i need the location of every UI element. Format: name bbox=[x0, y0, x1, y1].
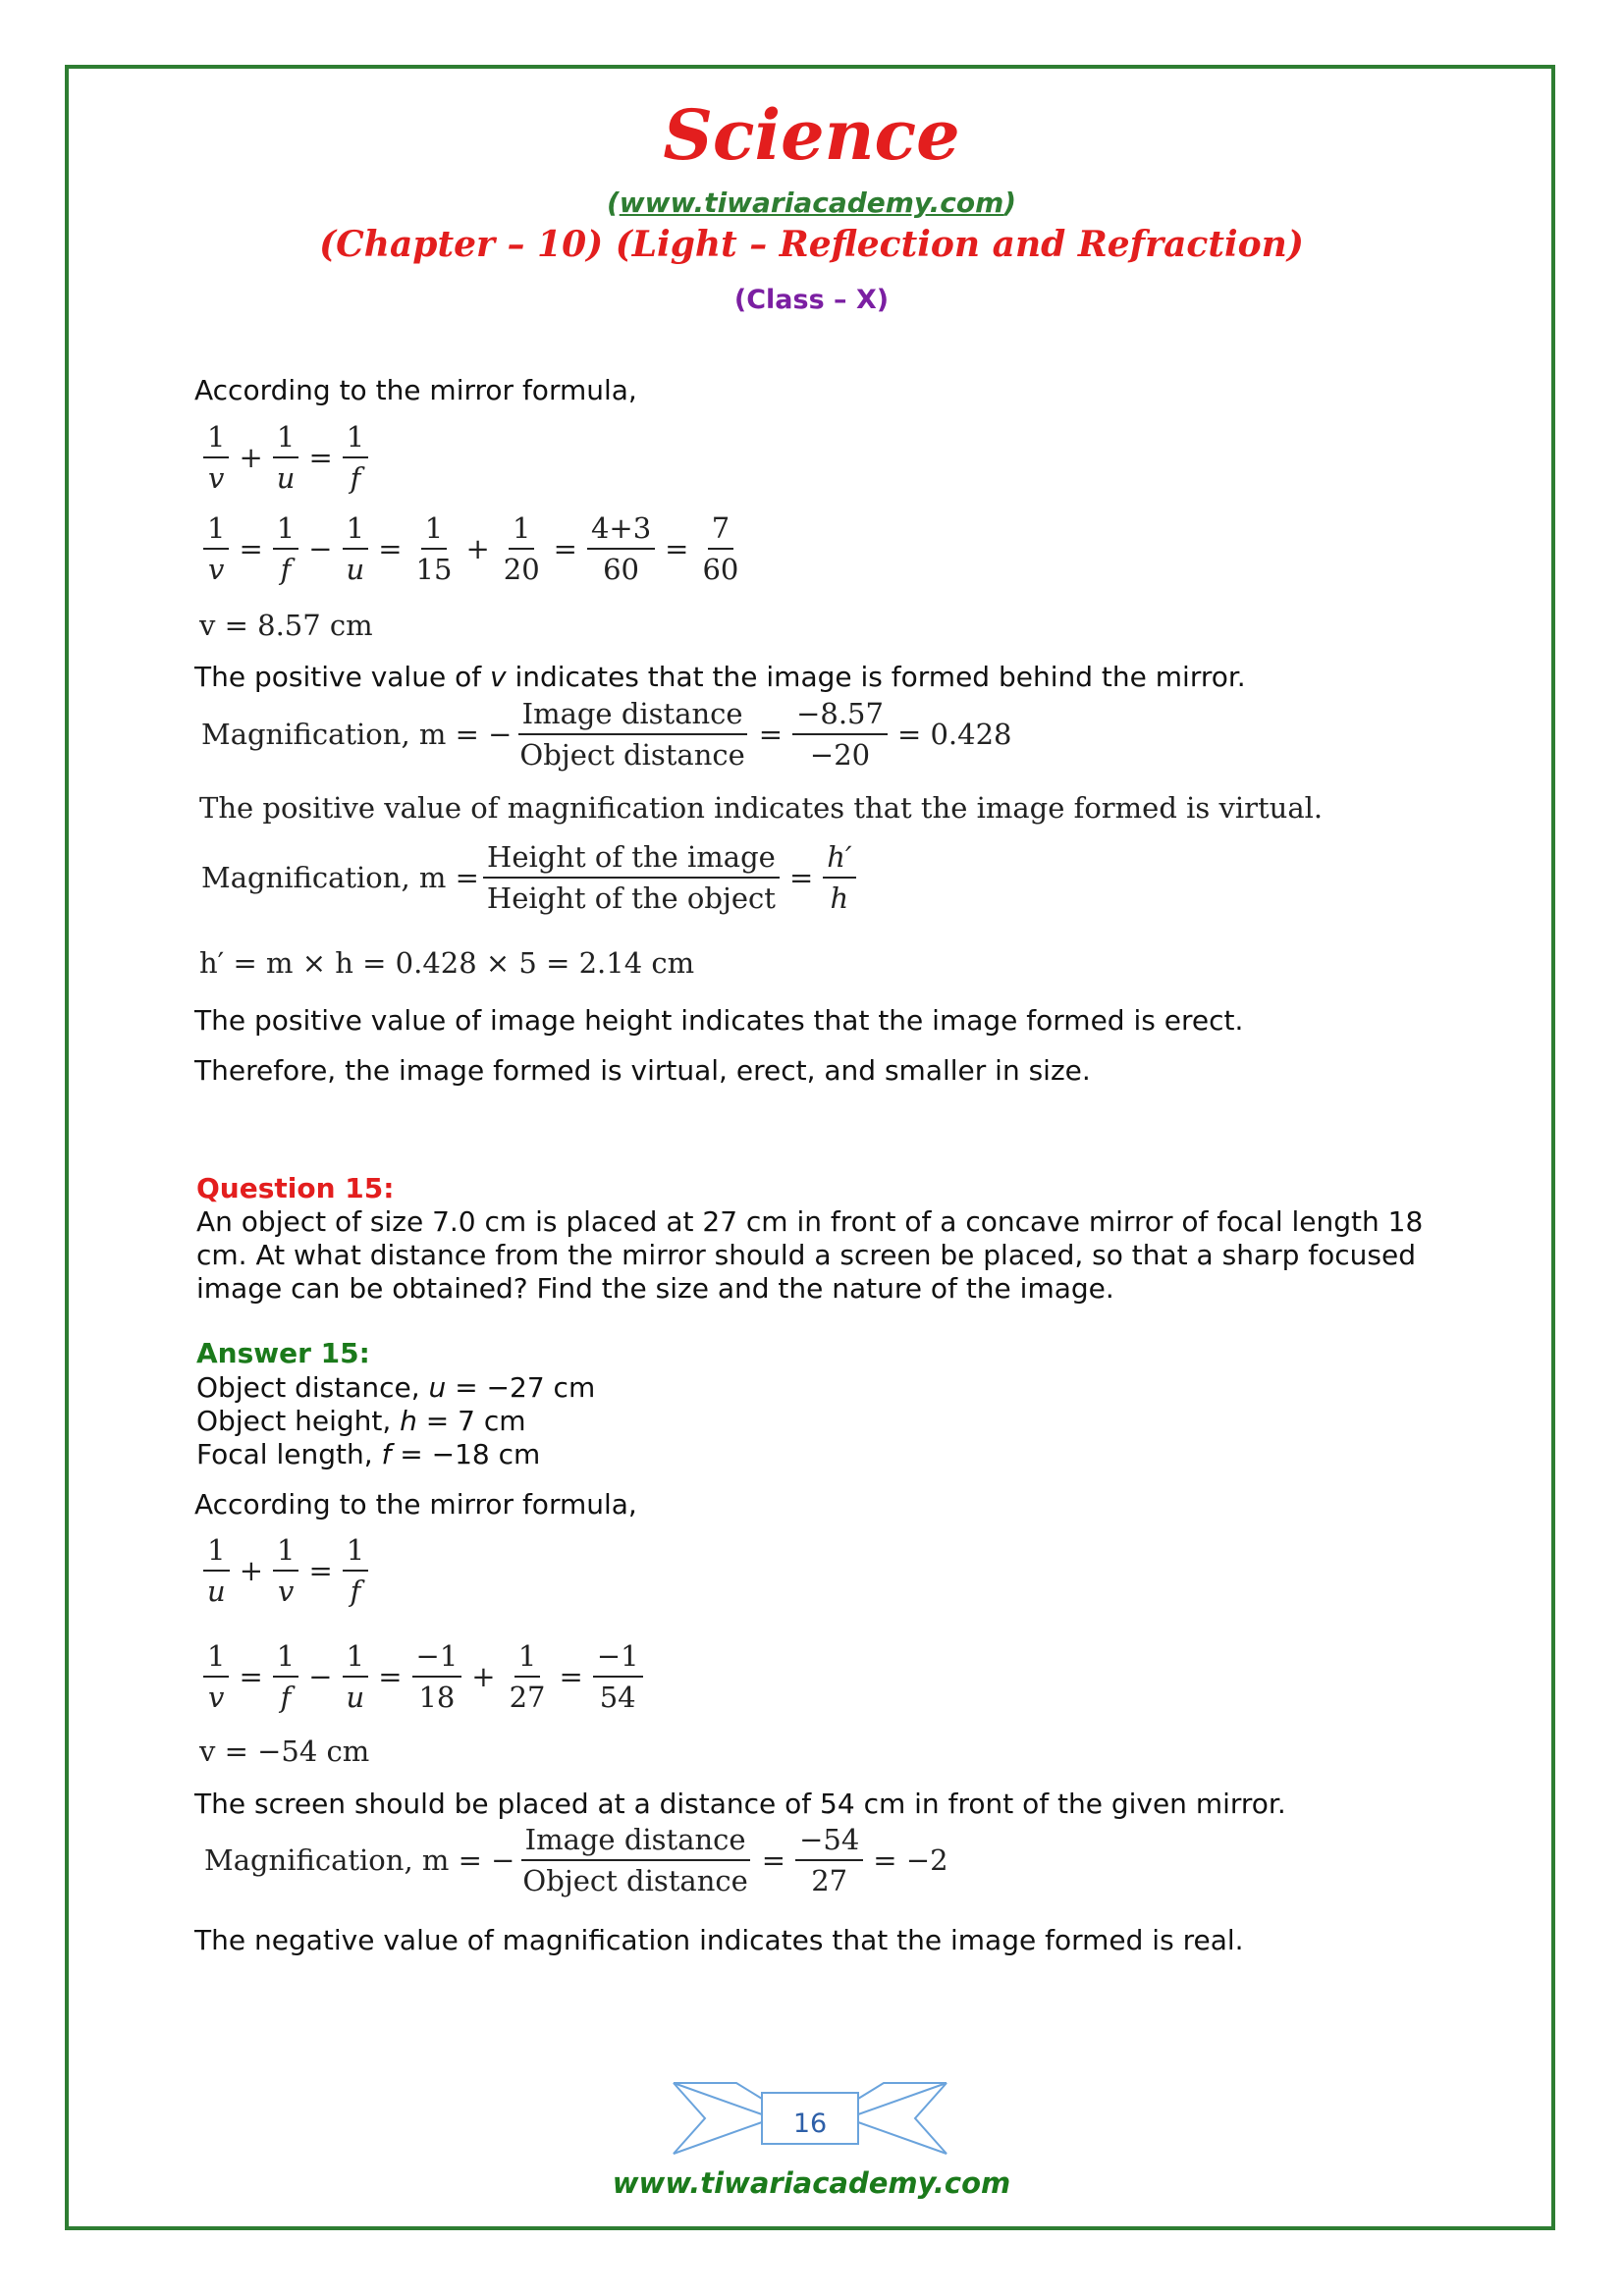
page-title: Science bbox=[663, 94, 960, 176]
header-url-link[interactable]: www.tiwariacademy.com bbox=[619, 187, 1004, 219]
class-label: (Class – X) bbox=[733, 285, 890, 315]
focal-length: Focal length, f = −18 cm bbox=[196, 1438, 541, 1470]
therefore-statement: Therefore, the image formed is virtual, erect, and smaller in size. bbox=[194, 1054, 1091, 1087]
positive-v-statement: The positive value of v indicates that the image is formed behind the mirror. bbox=[194, 661, 1246, 693]
magnification-distance-equation: Magnification, m = − $\frac{\text{Image distance}}{\text{Object distance}}$ = $\frac{-8.57}{-20}$ = 0.428 bbox=[201, 697, 1012, 772]
chapter-heading: (Chapter – 10) (Light – Reflection and Refraction) bbox=[319, 224, 1304, 265]
mirror-formula-intro: According to the mirror formula, bbox=[194, 374, 637, 406]
solve-v-equation: $\frac{1}{v}$ = $\frac{1}{f}$ − $\frac{1}{u}$ = $\frac{1}{15}$ + $\frac{1}{20}$ = $\frac{4+3}{60}$ = $\frac{7}{60}$ bbox=[199, 511, 746, 586]
negative-magnification-statement: The negative value of magnification indicates that the image formed is real. bbox=[194, 1924, 1244, 1956]
object-distance: Object distance, u = −27 cm bbox=[196, 1371, 596, 1404]
v-result: v = 8.57 cm bbox=[199, 609, 373, 642]
mirror-formula-equation-2: $\frac{1}{u}$ + $\frac{1}{v}$ = $\frac{1}{f}$ bbox=[199, 1533, 372, 1608]
mirror-formula-equation: $\frac{1}{v}$ + $\frac{1}{u}$ = $\frac{1}{f}$ bbox=[199, 420, 372, 495]
magnification-equation-2: Magnification, m = − $\frac{\text{Image distance}}{\text{Object distance}}$ = $\frac{-54}{27}$ = −2 bbox=[204, 1823, 948, 1897]
mirror-formula-intro-2: According to the mirror formula, bbox=[194, 1488, 637, 1521]
solve-v-equation-2: $\frac{1}{v}$ = $\frac{1}{f}$ − $\frac{1}{u}$ = $\frac{-1}{18}$ + $\frac{1}{27}$ = $\frac{-1}{54}$ bbox=[199, 1639, 647, 1714]
positive-height-statement: The positive value of image height indicates that the image formed is erect. bbox=[194, 1004, 1244, 1037]
image-height-result: h′ = m × h = 0.428 × 5 = 2.14 cm bbox=[199, 946, 695, 980]
footer-url[interactable]: www.tiwariacademy.com bbox=[612, 2166, 1011, 2200]
page-number: 16 bbox=[792, 2109, 828, 2139]
answer-15-heading: Answer 15: bbox=[196, 1337, 370, 1369]
screen-placement-statement: The screen should be placed at a distance of 54 cm in front of the given mirror. bbox=[194, 1788, 1286, 1820]
question-15-text: An object of size 7.0 cm is placed at 27 cm in front of a concave mirror of focal length 18 cm. At what distance from the mirror should a screen be placed, so that a sharp focused image can be obtained? Find the size and the nature of the image. bbox=[196, 1205, 1424, 1305]
object-height: Object height, h = 7 cm bbox=[196, 1405, 526, 1437]
magnification-height-equation: Magnification, m = $\frac{\text{Height of the image}}{\text{Height of the object}}$ = $\frac{h'}{h}$ bbox=[201, 840, 860, 915]
positive-magnification-statement: The positive value of magnification indicates that the image formed is virtual. bbox=[199, 791, 1324, 825]
v-result-2: v = −54 cm bbox=[199, 1735, 370, 1768]
header-url: (www.tiwariacademy.com) bbox=[606, 187, 1017, 219]
question-15-heading: Question 15: bbox=[196, 1172, 395, 1204]
